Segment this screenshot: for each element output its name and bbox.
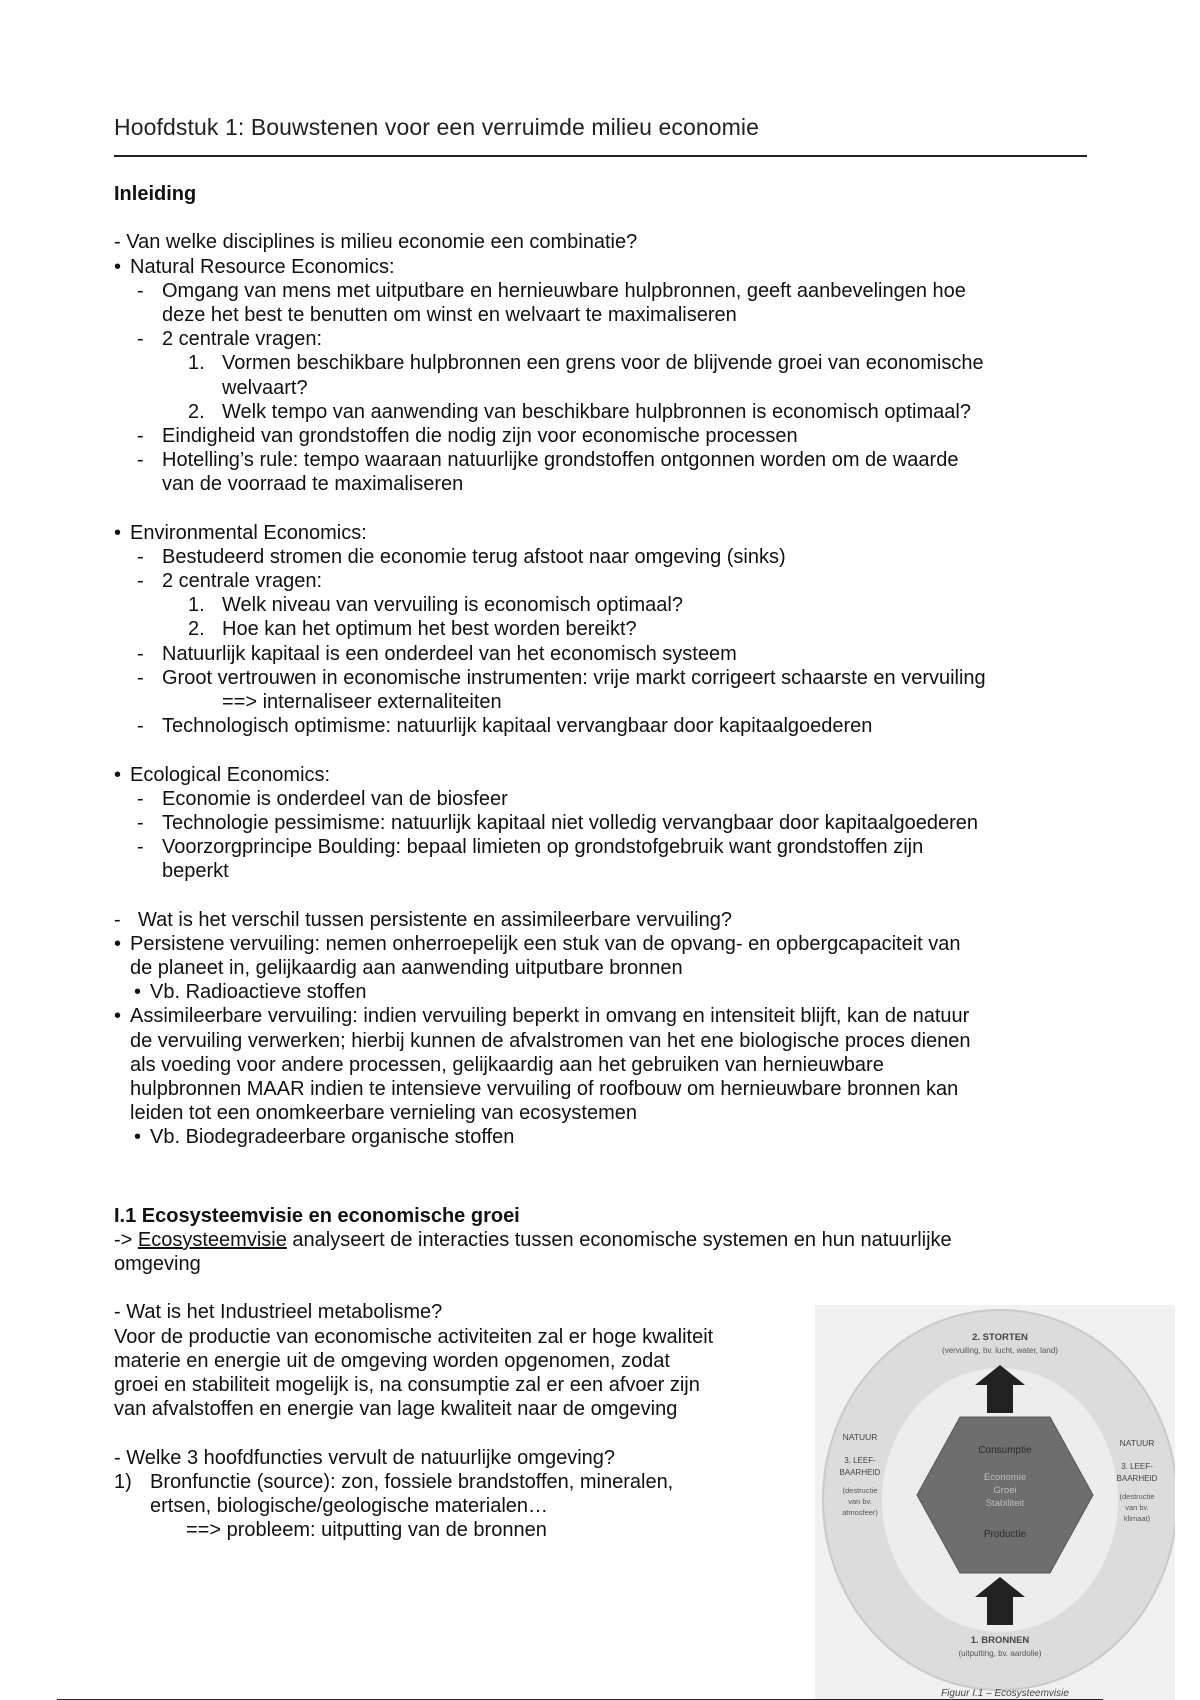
label-natuur-right: NATUUR	[1119, 1438, 1155, 1448]
hex-productie: Productie	[983, 1529, 1027, 1540]
label-right-4: (destructie	[1119, 1492, 1155, 1501]
numbered-item: 1. Vormen beschikbare hulpbronnen een grens voor de blijvende groei van economische	[188, 352, 984, 375]
question-pollution: - Wat is het verschil tussen persistente en assimileerbare vervuiling?	[114, 908, 732, 931]
label-right-3: BAARHEID	[1116, 1474, 1158, 1483]
section-heading-inleiding: Inleiding	[114, 183, 197, 205]
hex-groei: Groei	[993, 1485, 1017, 1496]
label-left-3: BAARHEID	[839, 1468, 881, 1477]
label-bronnen-sub: (uitputting, bv. aardolie)	[958, 1649, 1042, 1658]
question-disciplines: - Van welke disciplines is milieu economie een combinatie?	[114, 231, 638, 254]
list-item: - Omgang van mens met uitputbare en hernieuwbare hulpbronnen, geeft aanbevelingen hoe	[137, 279, 966, 302]
hex-stabiliteit: Stabiliteit	[985, 1498, 1025, 1509]
bullet-continued: de planeet in, gelijkaardig aan aanwending uitputbare bronnen	[130, 957, 683, 979]
bullet-continued: de vervuiling verwerken; hierbij kunnen de afvalstromen van het ene biologische proces dienen	[130, 1029, 971, 1052]
label-left-2: 3. LEEF-	[844, 1456, 876, 1465]
paragraph-line: materie en energie uit de omgeving worden opgenomen, zodat	[114, 1349, 670, 1372]
list-item: - 2 centrale vragen:	[137, 570, 323, 592]
numbered-item: 2. Hoe kan het optimum het best worden bereikt?	[188, 618, 637, 641]
example-item: • Vb. Biodegradeerbare organische stoffen	[134, 1126, 515, 1149]
list-item: - Technologisch optimisme: natuurlijk kapitaal vervangbaar door kapitaalgoederen	[137, 715, 873, 738]
bullet-continued: hulpbronnen MAAR indien te intensieve vervuiling of roofbouw om hernieuwbare bronnen kan	[130, 1077, 959, 1100]
bullet-assimilable-pollution: • Assimileerbare vervuiling: indien vervuiling beperkt in omvang en intensiteit blijft, kan de natuur	[114, 1005, 970, 1028]
problem-line: ==> probleem: uitputting van de bronnen	[186, 1519, 547, 1542]
bullet-persistent-pollution: • Persistene vervuiling: nemen onherroepelijk een stuk van de opvang- en opbergcapaciteit van	[114, 932, 961, 955]
bullet-natural-resource-economics: • Natural Resource Economics:	[114, 255, 395, 278]
ecosystem-vision-definition: -> Ecosysteemvisie analyseert de interacties tussen economische systemen en hun natuurlijke	[114, 1228, 952, 1251]
list-item: - Eindigheid van grondstoffen die nodig zijn voor economische processen	[137, 424, 798, 447]
list-item: - Economie is onderdeel van de biosfeer	[137, 787, 508, 810]
list-item-continued: deze het best te benutten om winst en welvaart te maximaliseren	[162, 303, 737, 326]
numbered-function-continued: ertsen, biologische/geologische materialen…	[150, 1494, 549, 1517]
title-rule	[114, 155, 1087, 157]
definition-continued: omgeving	[114, 1253, 201, 1276]
label-natuur-left: NATUUR	[842, 1432, 878, 1442]
label-left-4: (destructie	[842, 1486, 878, 1495]
bullet-continued: als voeding voor andere processen, gelijkaardig aan het gebruiken van hernieuwbare	[130, 1053, 884, 1076]
label-left-5: van bv.	[848, 1497, 872, 1506]
example-item: • Vb. Radioactieve stoffen	[134, 981, 367, 1004]
list-item: - Groot vertrouwen in economische instrumenten: vrije markt corrigeert schaarste en vervuiling	[137, 666, 986, 689]
list-item-continued: van de voorraad te maximaliseren	[162, 473, 464, 496]
figure-caption: Figuur I.1 – Ecosysteemvisie	[941, 1688, 1069, 1699]
list-item: - Hotelling’s rule: tempo waaraan natuurlijke grondstoffen ontgonnen worden om de waarde	[137, 449, 959, 472]
bullet-environmental-economics: • Environmental Economics:	[114, 521, 367, 544]
numbered-item: 2. Welk tempo van aanwending van beschikbare hulpbronnen is economisch optimaal?	[188, 400, 971, 423]
numbered-item: 1. Welk niveau van vervuiling is economisch optimaal?	[188, 594, 683, 617]
term-ecosysteemvisie: Ecosysteemvisie	[137, 1228, 287, 1251]
bullet-ecological-economics: • Ecological Economics:	[114, 763, 331, 786]
paragraph-line: Voor de productie van economische activiteiten zal er hoge kwaliteit	[114, 1325, 714, 1348]
ecosystem-figure	[815, 1305, 1175, 1700]
list-item: - Natuurlijk kapitaal is een onderdeel van het economisch systeem	[137, 642, 737, 665]
label-right-6: klimaat)	[1123, 1514, 1151, 1523]
bullet-continued: leiden tot een onomkeerbare vernieling van ecosystemen	[130, 1102, 637, 1125]
question-functions: - Welke 3 hoofdfuncties vervult de natuurlijke omgeving?	[114, 1446, 616, 1469]
numbered-item-continued: welvaart?	[222, 376, 308, 399]
list-item: - Bestudeerd stromen die economie terug afstoot naar omgeving (sinks)	[137, 545, 786, 568]
label-right-5: van bv.	[1125, 1503, 1149, 1512]
numbered-function: 1) Bronfunctie (source): zon, fossiele brandstoffen, mineralen,	[114, 1470, 674, 1493]
paragraph-line: van afvalstoffen en energie van lage kwaliteit naar de omgeving	[114, 1398, 678, 1421]
hex-consumptie: Consumptie	[978, 1445, 1032, 1456]
list-item-continued: ==> internaliseer externaliteiten	[222, 690, 502, 713]
list-item: - 2 centrale vragen:	[137, 328, 323, 351]
list-item: - Technologie pessimisme: natuurlijk kapitaal niet volledig vervangbaar door kapitaalgoederen	[137, 811, 979, 834]
list-item-continued: beperkt	[162, 860, 229, 883]
label-storten-sub: (vervuiling, bv. lucht, water, land)	[942, 1346, 1058, 1355]
list-item: - Voorzorgprincipe Boulding: bepaal limieten op grondstofgebruik want grondstoffen zijn	[137, 836, 924, 859]
section-heading-1-1: I.1 Ecosysteemvisie en economische groei	[114, 1204, 520, 1227]
hex-economie: Economie	[983, 1472, 1027, 1483]
label-storten: 2. STORTEN	[972, 1332, 1028, 1343]
label-left-6: atmosfeer)	[842, 1508, 878, 1517]
question-metabolism: - Wat is het Industrieel metabolisme?	[114, 1301, 443, 1324]
chapter-title: Hoofdstuk 1: Bouwstenen voor een verruimde milieu economie	[114, 114, 760, 140]
label-bronnen: 1. BRONNEN	[970, 1635, 1030, 1646]
label-right-2: 3. LEEF-	[1121, 1462, 1153, 1471]
paragraph-line: groei en stabiliteit mogelijk is, na consumptie zal er een afvoer zijn	[114, 1374, 700, 1396]
